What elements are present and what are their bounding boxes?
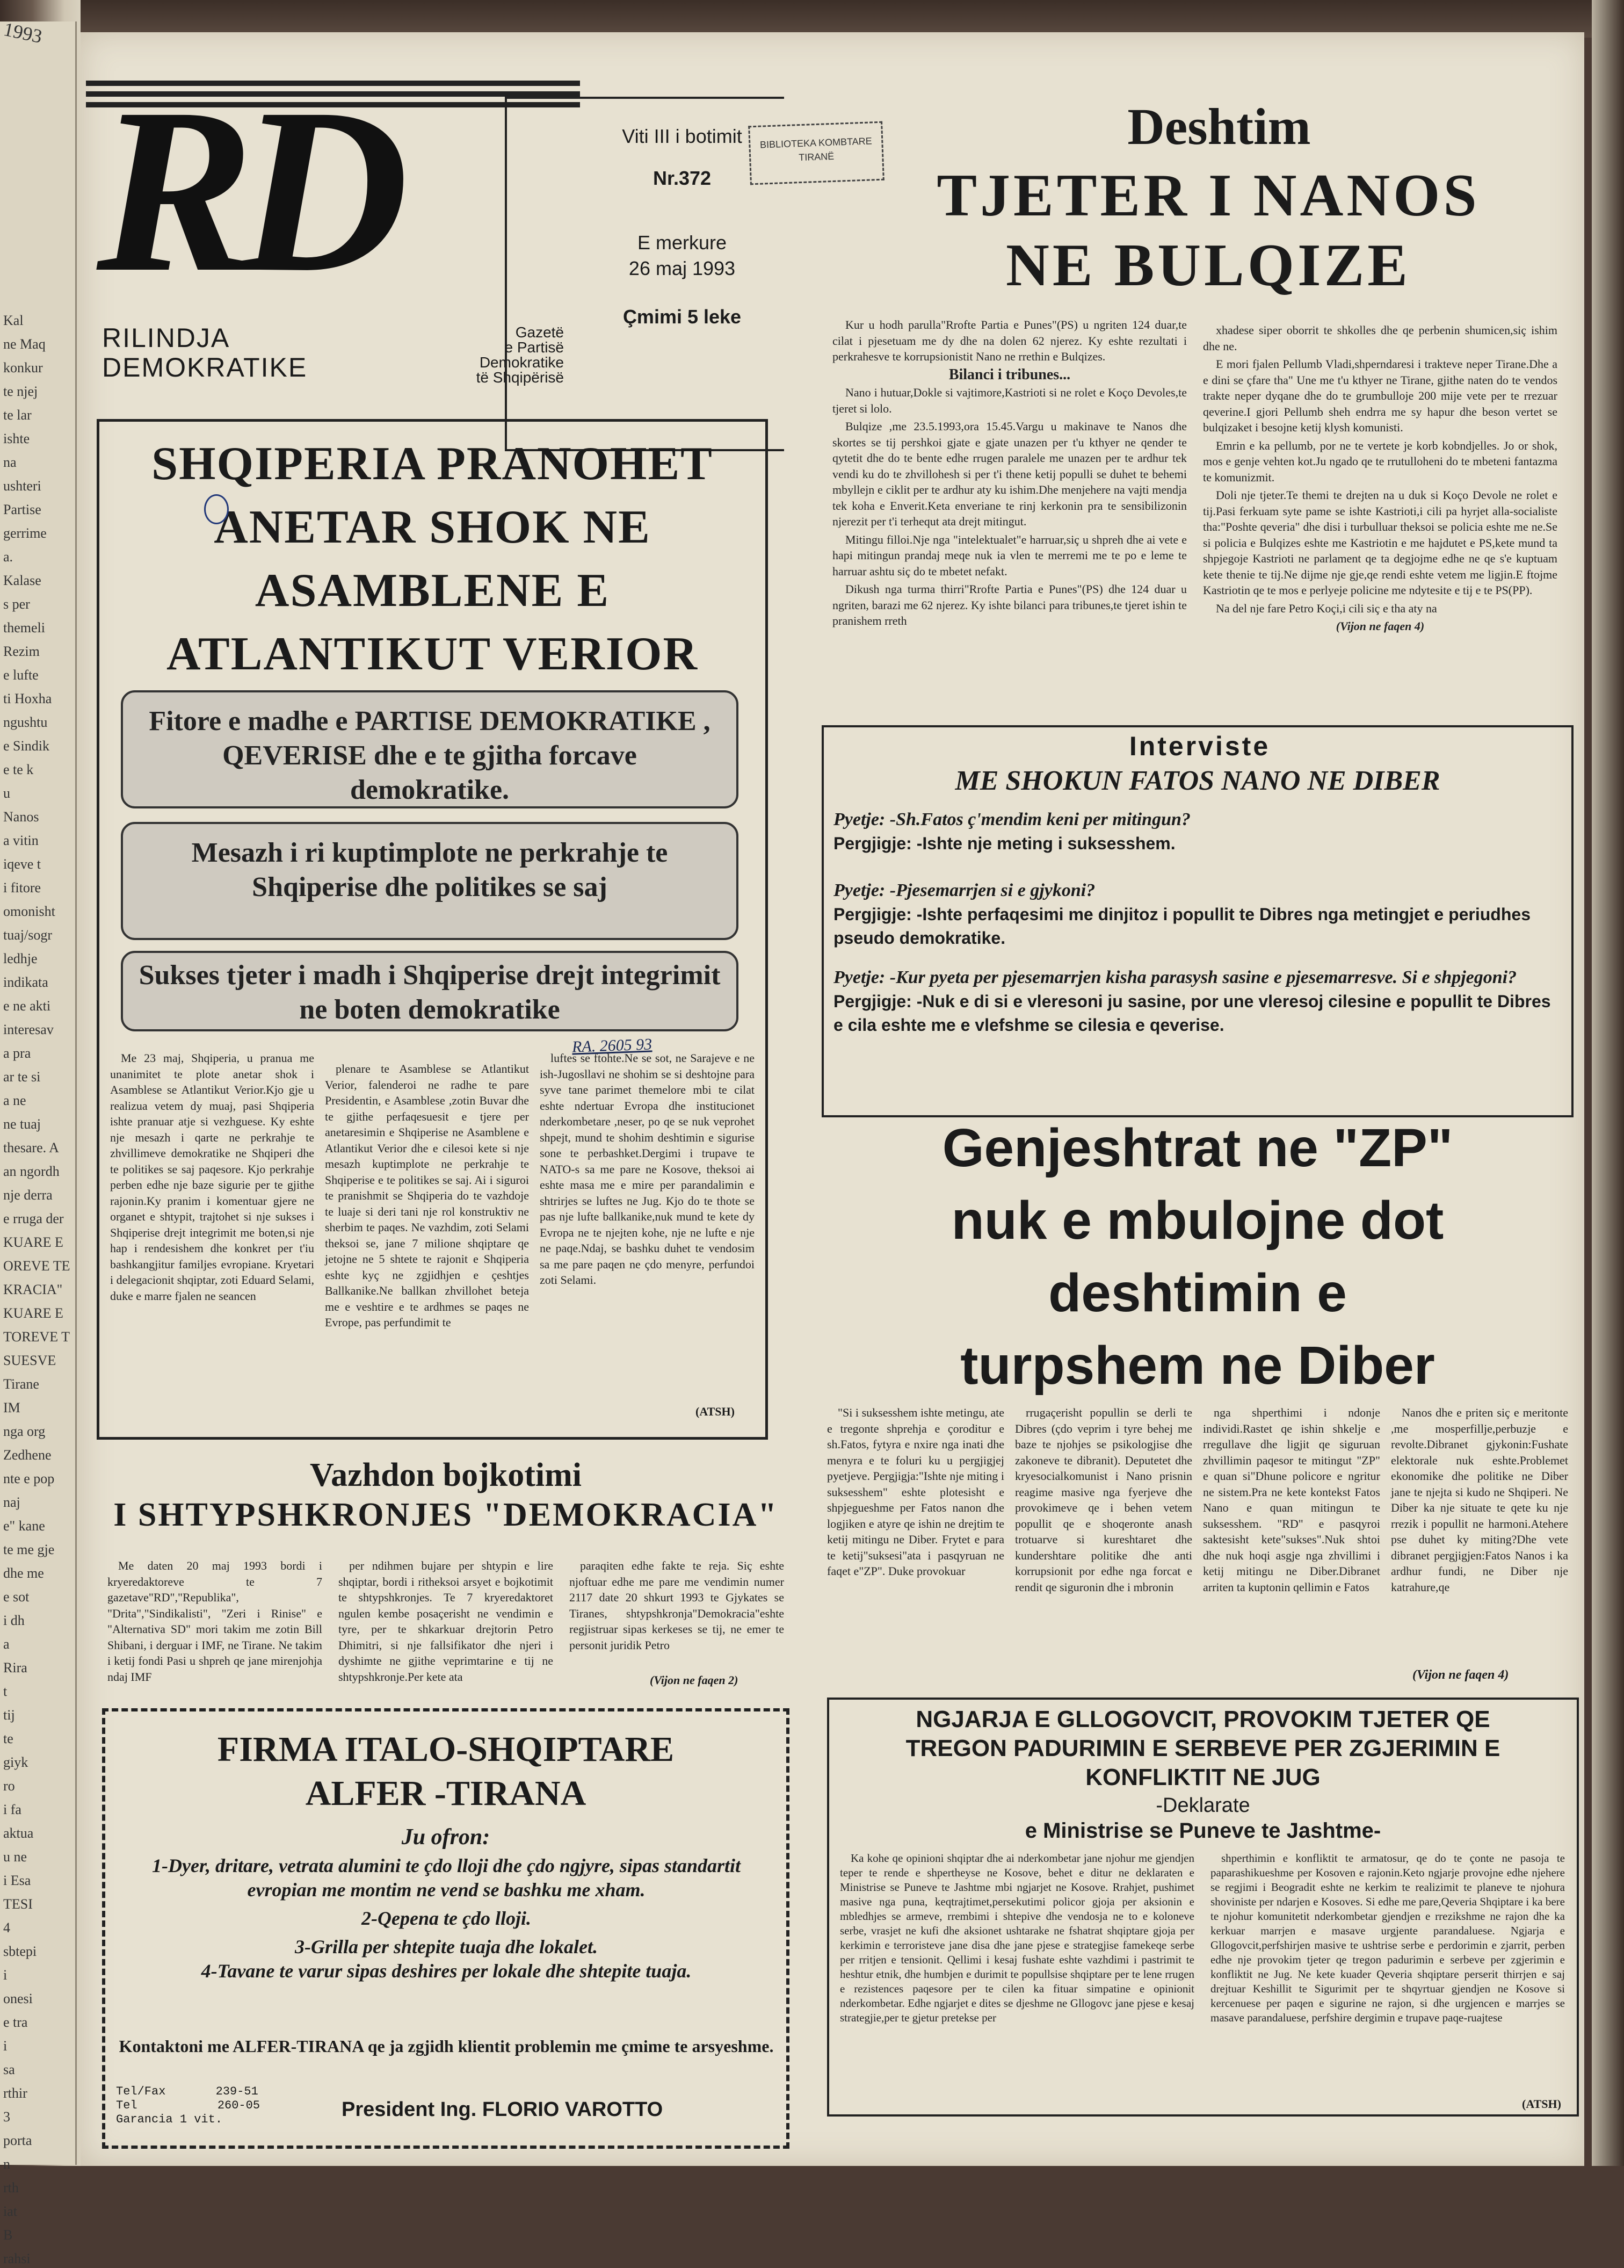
binding-fragment: 3	[3, 2109, 10, 2125]
binding-fragment: omonisht	[3, 904, 55, 919]
binding-fragment: i	[3, 1967, 8, 1983]
newspaper-page	[81, 32, 1584, 2166]
ad-item-4: 4-Tavane te varur sipas deshires per lokale dhe shtepite tuaja.	[201, 1960, 692, 1982]
zp-headline-3: deshtimin e	[1048, 1263, 1347, 1323]
tagline-2: e Partisë	[504, 339, 564, 356]
binding-fragment: te me gje	[3, 1542, 55, 1557]
binding-fragment: te njej	[3, 384, 38, 399]
deshtim-column-left	[832, 317, 1187, 631]
binding-fragment: tij	[3, 1707, 15, 1723]
binding-fragment: te lar	[3, 407, 32, 423]
zp-continuation: (Vijon ne faqen 4)	[1412, 1668, 1509, 1682]
tagline-4: të Shqipërisë	[476, 369, 564, 386]
deshtim-paragraph: Dikush nga turma thirri"Rrofte Partia e Punes"(PS) dhe 124 duar u ngriten, barazi me 62 njerez. Ky ishte bilanci para tribunes,te tjeret ishin te pranishem rreth	[832, 582, 1187, 627]
issue-day: E merkure	[637, 232, 727, 254]
question-3: Pyetje: -Kur pyeta per pjesemarrjen kisha parasysh sasine e pjesemarresve. Si e shpjegoni?	[833, 967, 1517, 987]
rilindja-text: RILINDJA	[102, 323, 230, 353]
binding-fragment: TESI	[3, 1896, 33, 1912]
deshtim-paragraph: E mori fjalen Pellumb Vladi,shperndaresi i trakteve neper Tirane.Dhe a e dini se çfare tha" Une me t'u kthyer ne Tirane, gjithe naten do te vendos trakte neper dyqane dhe do te grumbulloje 200 mije vete per te rrezuar qeverine.I gjori Pellumb sheh endrra me sy hapur dhe beson vertet se bulqizaket i besojne ketij klysh komunisti.	[1203, 357, 1557, 434]
deshtim-paragraph: Na del nje fare Petro Koçi,i cili siç e tha aty na	[1216, 601, 1437, 615]
binding-fragment: IM	[3, 1400, 20, 1415]
question-1: Pyetje: -Sh.Fatos ç'mendim keni per mitingun?	[833, 810, 1191, 829]
gllogovc-ministry: e Ministrise se Puneve te Jashtme-	[1025, 1819, 1381, 1843]
binding-fragment: ne Maq	[3, 336, 46, 352]
interview-label: Interviste	[1129, 731, 1271, 761]
stamp-line-2: TIRANË	[798, 150, 835, 163]
binding-fragment: e Sindik	[3, 738, 49, 754]
binding-fragment: i fitore	[3, 880, 41, 895]
bojkotim-column-2: per ndihmen bujare per shtypin e lire shqiptar, bordi i ritheksoi arsyet e bojkotimit te shtypshkronjes. Te 7 kryeredaktoret ngulen kembe posaçerisht ne vendimin e tyre, per te shkarkuar drejtorin Petro Dhimitri, si nje fallsifikator dhe njeri i dyshimte ne gjithe veprimtarine e tij ne shtypshkronje.Per kete ata	[338, 1559, 553, 1684]
nato-column-3: luftes se ftohte.Ne se sot, ne Sarajeve e ne ish-Jugosllavi ne shohim se si deshtojne para syve tane parimet themelore mbi te cilat eshte ndertuar Evropa dhe institucionet nderkombetare ,neser, po qe se nuk veprohet shpejt, mund te shohim deshtimin e sigurise sone te perbashket.Dergimi i trupave te NATO-s sa me pare ne Kosove, theksoi ai eshte masa me e mire per parandalimin e shtrirjes se luftes ne Jug. Kjo do te thote se pas nje lufte ballkanike,nuk mund te kete dy Evropa ne te njejten kohe, nje ne lufte e nje ne paqe.Ndaj, se bashku duhet te vendosim sa me pare paqen ne çdo menyre, perfundoi zoti Selami.	[540, 1051, 755, 1287]
binding-fragment: an ngordh	[3, 1164, 60, 1179]
nato-headline	[99, 432, 765, 686]
binding-fragment: a ne	[3, 1093, 26, 1108]
binding-fragment: rahsi	[3, 2251, 31, 2266]
bojkotim-column-3: paraqiten edhe fakte te reja. Siç eshte njoftuar edhe me pare me vendimin numer 2117 date 20 shkurt 1993 te Gjykates se Tiranes, shtypshkronja"Demokracia"eshte regjistruar sipas kerkeses se tij, ne emer te personit juridik Petro	[569, 1559, 784, 1652]
binding-fragment: tuaj/sogr	[3, 927, 52, 943]
ad-box	[102, 1708, 789, 2149]
ad-warranty: Garancia 1 vit.	[116, 2113, 223, 2126]
answer-2: Pergjigje: -Ishte perfaqesimi me dinjitoz i popullit te Dibres nga metingjet e periudhes pseudo demokratike.	[833, 905, 1531, 948]
binding-fragment: Rira	[3, 1660, 27, 1675]
bojkotim-continuation: (Vijon ne faqen 2)	[650, 1673, 738, 1687]
nato-subhead-1: Fitore e madhe e PARTISE DEMOKRATIKE , QEVERISE dhe e te gjitha forcave demokratike.	[121, 690, 738, 808]
binding-fragment: thesare. A	[3, 1140, 59, 1155]
zp-headline	[822, 1112, 1574, 1402]
binding-fragment: ishte	[3, 431, 30, 446]
interview-box	[822, 725, 1574, 1117]
gllogovc-headline-1: NGJARJA E GLLOGOVCIT, PROVOKIM TJETER QE	[916, 1706, 1490, 1732]
nato-subhead-3: Sukses tjeter i madh i Shqiperise drejt integrimit ne boten demokratike	[121, 951, 738, 1031]
gllogovc-headline	[829, 1705, 1577, 1792]
binding-fragment: KUARE E	[3, 1234, 63, 1250]
binding-fragment: ngushtu	[3, 714, 48, 730]
ad-phones	[116, 2085, 260, 2127]
deshtim-headline-2: NE BULQIZE	[1006, 232, 1411, 299]
binding-fragment: ledhje	[3, 951, 38, 966]
binding-fragment: nte e pop	[3, 1471, 55, 1486]
tagline-1: Gazetë	[515, 324, 564, 341]
previous-page-edge	[0, 18, 77, 2266]
zp-column-1: "Si i suksesshem ishte metingu, ate e tregonte shprehja e çoroditur e sh.Fatos, fytyra e nxire nga inati dhe menyra e te foluri ku u pergjigjej pyetjeve. Pergjigja:"Ishte nje miting i suksesshem" eshte plotesisht e shpjegueshme per Fatos nanon dhe logjiken e atyre qe ishin ne drejtim te ketij mitingu ne Diber. Frytet e para te ketij"suksesi"ata i pasqyruan ne faqet e"ZP". Duke provokuar	[827, 1406, 1004, 1578]
zp-column-4: Nanos dhe e priten siç e meritonte ,me mosperfillje,perbuzje e revolte.Dibranet gjykonin:Fushate elektorale nuk eshte.Problemet ekonomike dhe politike ne Diber jane te njejta si kudo ne Shqiperi. Ne Diber ka nje situate te qete ku nje rrezik i popullit ne harmoni.Atehere pse duhet ky miting?Dhe vete dibranet pergjigjen:Fatos Nanos i ka ardhur fundi, ne Diber nje katrahure,qe	[1391, 1406, 1568, 1594]
binding-fragment: Zedhene	[3, 1447, 52, 1463]
binding-fragment: e" kane	[3, 1518, 45, 1534]
deshtim-paragraph: xhadese siper oborrit te shkolles dhe qe perbenin shumicen,siç ishim dhe ne.	[1203, 323, 1557, 353]
binding-fragment: naj	[3, 1494, 20, 1510]
binding-fragment: sa	[3, 2062, 15, 2077]
binding-fragment: konkur	[3, 360, 43, 375]
zp-headline-2: nuk e mbulojne dot	[951, 1190, 1444, 1251]
gllogovc-box	[827, 1698, 1579, 2117]
binding-fragment: iat	[3, 2204, 17, 2219]
binding-fragment: s per	[3, 596, 30, 612]
deshtim-continuation: (Vijon ne faqen 4)	[1336, 619, 1425, 633]
issue-date: 26 maj 1993	[628, 257, 736, 279]
binding-fragment: Partise	[3, 502, 41, 517]
bojkotim-column-1: Me daten 20 maj 1993 bordi i kryeredaktoreve te 7 gazetave"RD","Republika", "Drita","Sindikalisti", "Zeri i Rinise" e "Alternativa SD" mori takim me zotin Bill Shibani, i derguar i IMF, ne Tirane. Ne takim i ketij fondi Pasi u shpreh qe jane mirenjohja ndaj IMF	[107, 1559, 322, 1684]
binding-fragment: KRACIA"	[3, 1282, 63, 1297]
handwritten-note: RA. 2605 93	[571, 1035, 653, 1056]
nato-source: (ATSH)	[695, 1405, 735, 1418]
issue-info	[591, 124, 773, 330]
issue-year: Viti III i botimit	[622, 125, 742, 147]
binding-fragment: ro	[3, 1778, 15, 1794]
nato-subhead-2: Mesazh i ri kuptimplote ne perkrahje te Shqiperise dhe politikes se saj	[121, 822, 738, 940]
binding-fragment: t	[3, 1684, 8, 1699]
deshtim-kicker: Deshtim	[1127, 98, 1311, 155]
gllogovc-headline-3: KONFLIKTIT NE JUG	[1085, 1764, 1321, 1790]
binding-fragment: SUESVE	[3, 1353, 56, 1368]
nato-column-2: plenare te Asamblese se Atlantikut Verior, falenderoi ne radhe te pare Presidentin, e Asamblese ,zotin Buvar dhe te gjithe perfaqesuesit e tjere per anetaresimin e Shqiperise ne Asamblene e Atlantikut Verior dhe e cilesoi kete si nje mesazh kuptimplote ne perkrahje te Shqiperise e te politikes se saj. Ai i siguroi te pranishmit se Shqiperia do te vazhdoje te luaje si deri tani nje rol konstruktiv ne sherbim te paqes. Ne vazhdim, zoti Selami theksoi se, jane 7 milione shqiptare qe jetojne ne 5 shtete te rajonit e Shqiperia eshte kyç ne zgjidhjen e çeshtjes Ballkanike.Ne ballkan zhvillohet beteja me e veshtire e te ardhmes se paqes ne Evrope, pas perfundimit te	[325, 1062, 529, 1329]
book-right-edge	[1592, 0, 1624, 2166]
binding-fragment: porta	[3, 2133, 32, 2148]
binding-fragment: i dh	[3, 1613, 25, 1628]
gllogovc-headline-2: TREGON PADURIMIN E SERBEVE PER ZGJERIMIN E	[905, 1735, 1500, 1761]
nato-box	[97, 419, 768, 1440]
bojkotim-headline-2: I SHTYPSHKRONJES "DEMOKRACIA"	[113, 1497, 778, 1533]
binding-fragment: e lufte	[3, 667, 39, 683]
binding-fragment: iqeve t	[3, 856, 41, 872]
answer-3: Pergjigje: -Nuk e di si e vleresoni ju sasine, por une vleresoj cilesine e popullit te Dibres e cila eshte me e vlefshme se cilesia e qeverise.	[833, 992, 1551, 1035]
ad-contact: Kontaktoni me ALFER-TIRANA qe ja zgjidh klientit problemin me çmime te arsyeshme.	[119, 2036, 774, 2056]
binding-fragment: te	[3, 1731, 13, 1746]
binding-fragment: e sot	[3, 1589, 30, 1605]
binding-fragment: a pra	[3, 1045, 31, 1061]
demokratike-text: DEMOKRATIKE	[102, 352, 308, 382]
binding-fragment: a.	[3, 549, 13, 565]
issue-price: Çmimi 5 leke	[622, 306, 742, 328]
deshtim-subhead: Bilanci i tribunes...	[948, 366, 1071, 383]
binding-fragment: ushteri	[3, 478, 41, 494]
question-2: Pyetje: -Pjesemarrjen si e gjykoni?	[833, 880, 1096, 900]
binding-fragment: e ne akti	[3, 998, 51, 1014]
zp-headline-4: turpshem ne Diber	[960, 1335, 1435, 1396]
binding-fragment: dhe me	[3, 1565, 44, 1581]
deshtim-paragraph: Mitingu filloi.Nje nga "intelektualet"e harruar,siç u shpreh dhe ai vete e hapi mitingun prandaj meqe nuk ia vlen te merremi me te po e leme te harruar ashtu siç do te mbetet nefakt.	[832, 532, 1187, 578]
ad-offers: Ju ofron:	[401, 1825, 490, 1850]
binding-fragment: 4	[3, 1920, 10, 1935]
ad-item-3: 3-Grilla per shtepite tuaja dhe lokalet.	[295, 1936, 598, 1958]
binding-fragment: giyk	[3, 1754, 28, 1770]
interview-title: ME SHOKUN FATOS NANO NE DIBER	[955, 765, 1440, 796]
zp-headline-1: Genjeshtrat ne "ZP"	[942, 1118, 1453, 1178]
ad-headline-1: FIRMA ITALO-SHQIPTARE	[217, 1730, 675, 1769]
deshtim-paragraph: Emrin e ka pellumb, por ne te vertete je korb kobndjelles. Jo or shok, mos e genje vehten kot.Ju ngado qe te rrutulloheni do te mbeteni fantazma te komunizmit.	[1203, 438, 1557, 484]
deshtim-paragraph: Bulqize ,me 23.5.1993,ora 15.45.Vargu u makinave te Nanos dhe skortes se tij pershkoi gjate e gjate unazen per t'u kthyer ne qender te qytetit dhe do te bente edhe rrugen paralele me unazen per te ardhur tek vendi ku do te zhvillohesh si per t'i thene ketij populli se duhet te behemi mbyllejn e ciklit per te ardhur aty ku ishim.Dhe menjehere na vajti mendja tek koha e Enverit.Keta enveriane te rinj kerkonin pra te sensibilizonin njerezit per t'i terhequt ata drejt mitingut.	[832, 420, 1187, 528]
binding-fragment: i	[3, 2038, 8, 2054]
binding-fragment: TOREVE T	[3, 1329, 70, 1345]
nato-headline-4: ATLANTIKUT VERIOR	[166, 628, 698, 680]
binding-fragment: sbtepi	[3, 1944, 37, 1959]
binding-fragment: OREVE TE	[3, 1258, 70, 1274]
binding-fragment: Kalase	[3, 573, 41, 588]
binding-fragment: ne tuaj	[3, 1116, 41, 1132]
nato-column-1: Me 23 maj, Shqiperia, u pranua me unanimitet te plote anetar shok i Asamblese se Atlantikut Verior.Kjo gje u realizua vetem dy muaj, pasi Shqiperia ishte pranuar atje si vezhguese. Ky eshte nje mesazh i qarte ne perkrahje te zhvillimeve demokratike ne Shqiperi dhe te politikes se saj paqesore. Kjo perkrahje perben edhe nje baze sigurie per te gjithe rajonin.Ky pranim i komentuar gjere ne organet e shtypit, trajtohet si nje sukses i Shqiperise drejt integrimit me boten,si nje hap i rendesishem dhe konkret per t'iu bashkangjitur familjes evropiane. Kryetari i delegacionit shqiptar, zoti Eduard Selami, duke e marre fjalen ne seancen	[110, 1051, 314, 1303]
binding-year: 1993	[2, 18, 45, 48]
ad-headline-2: ALFER -TIRANA	[305, 1774, 586, 1813]
binding-fragment: ar te si	[3, 1069, 41, 1085]
binding-fragment: e te k	[3, 762, 34, 777]
binding-fragment: KUARE E	[3, 1305, 63, 1321]
gllogovc-column-1: Ka kohe qe opinioni shqiptar dhe ai nderkombetar jane njohur me gjendjen teper te rende e shpertheyse ne Kosove, behet e ditur ne deklaraten e Ministrise se Puneve te Jashtme mbi ngjarjet ne Kosove. Rrahjet, pushimet masive nga puna, keqtrajtimet,persekutimi policor gjoja per aksionin e mbledhjes se armeve, rrembimi i shtepive dhe vendosja ne to e koloneve serbe, vrasjet ne kufi dhe aksionet ushtarake ne fshatrat shqiptare gjoja per kerkimin e terroristeve jane disa dhe jane pjese e strategjise famekeqe serbe per rritjen e tensionit. Qellimi i kesaj fushate eshte vazhdimi i pastrimit te heshtur etnik, dhe humbjen e durimit te popullsise shqiptare per te lene rrugen e rezistences paqesore per te cilen ka fituar simpatine e opinionit nderkombetar. Edhe ngjarjet e dites se djeshme ne Gllogovc jane pjese e kesaj strategjie,per te gjetur pretekse per	[840, 1852, 1194, 2024]
zp-column-3: nga shperthimi i ndonje individi.Rastet qe ishin shkelje e rregullave dhe ligjit qe siguruan zhvillimin paqesor te mitingut "ZP" e quan si"Dhune policore e ngritur ne sistem.Pra ne kete kontekst Fatos Nano e quan mitingun te suksesshem. "RD" e pasqyroi saktesisht kete"sukses".Nuk shtoi dhe nuk hoqi asgje nga zhvillimi i ketij mitingu ne Diber.Dibranet arriten ta kuptonin qellimin e Fatos	[1203, 1406, 1380, 1594]
ad-item-2: 2-Qepena te çdo lloji.	[361, 1908, 531, 1929]
binding-fragment: onesi	[3, 1991, 33, 2006]
gllogovc-deklarate: -Deklarate	[1156, 1794, 1250, 1817]
ad-headline	[105, 1728, 786, 1816]
binding-fragment: interesav	[3, 1022, 54, 1037]
zp-column-2: rrugaçerisht popullin se derli te Dibres (çdo veprim i tyre behej me baze te njohjes se psikologjise dhe zakoneve te dibranit). Deputetet dhe kryesocialkomunist i Nano prisnin reagime masive nga fyerjeve dhe provokimeve qe i behen vetem popullit qe e shoqeronte anash trotuarve si kureshtaret dhe kundershtare politike dhe anti korrupsionit por edhe nga forcat e rendit qe siguronin dhe i mbronin	[1015, 1406, 1192, 1594]
tagline-3: Demokratike	[479, 354, 564, 371]
gllogovc-column-2: shperthimin e konfliktit te armatosur, qe do te çonte ne pasoja te paparashikueshme per Kosoven e rajonin.Keto ngjarje provojne edhe njehere se regjimi i Beogradit eshte ne kerkim te realizimit te planeve te njohura shoviniste per ndarjen e Kosoves. Si edhe me pare,Qeveria Shqiptare i ka bere te njohur komunitetit nderkombetar gjendjen e rrezikshme ne rajon dhe ka kerkuar marrjen e masave urgjente parandaluese. Ngjarja e Gllogovcit,perfshirjen masive te ushtrise serbe e perdorimin e zjarrit, perben edhe nje provokim tjeter qe tregon padurimin e serbeve per zgjerimin e konfliktit ne Jug. Ne kete kuader Qeveria shqiptare perserit thirrjen e saj drejtuar Keshillit te Sigurimit per te shqyrtuar gjendjen ne Kosove si kercenuese per paqen e sigurine ne rajon, si dhe urgjencen e marrjes se masave parandaluese, perfshire dergimin e trupave paqe-ruajtese	[1210, 1852, 1565, 2024]
nato-headline-3: ASAMBLENE E	[255, 565, 610, 617]
binding-fragment: rth	[3, 2180, 19, 2195]
binding-fragment: a	[3, 1636, 10, 1652]
answer-1: Pergjigje: -Ishte nje meting i suksesshem.	[833, 834, 1176, 853]
binding-fragment: nga org	[3, 1424, 46, 1439]
binding-fragment: Nanos	[3, 809, 39, 825]
binding-fragment: Rezim	[3, 644, 40, 659]
telfax-label: Tel/Fax	[116, 2085, 166, 2098]
deshtim-paragraph: Doli nje tjeter.Te themi te drejten na u duk si Koço Devole ne rolet e tij.Pasi ferkuam syte pame se ishte Kastrioti,i cili pa hyrjet alla-socialiste tha:"Poshte qeveria" dhe disi i turbulluar theksoi se policia eshte me ne.Se si policia e Bulqizes eshte me Kastriotin e me hajdutet e PS,kete mund ta shpjegoje Kastrioti ne parlament qe ta degjojme edhe ne qe s'e kuptuam kete thenie te tij.Ne dijme nje gje,qe rendi eshte vetem me ligjin.E ftojme Kastriotin qe te mos e perlyeje policine me ndytesite e tij e te PS(PP).	[1203, 488, 1557, 597]
binding-fragment: e rruga der	[3, 1211, 64, 1226]
rd-logo: RD	[97, 60, 393, 321]
ad-item-1: 1-Dyer, dritare, vetrata alumini te çdo lloji dhe çdo ngjyre, sipas standartit evropian me montim ne vend se bashku me xham.	[152, 1855, 741, 1901]
binding-fragment: e tra	[3, 2014, 28, 2030]
binding-fragment: a vitin	[3, 833, 39, 848]
stamp-line-1: BIBLIOTEKA KOMBTARE	[759, 135, 872, 150]
deshtim-paragraph: Nano i hutuar,Dokle si vajtimore,Kastrioti si ne rolet e Koço Devoles,te tjeret si lolo.	[832, 386, 1187, 415]
gllogovc-source: (ATSH)	[1522, 2097, 1561, 2111]
pen-mark	[204, 494, 229, 524]
nato-headline-2: ANETAR SHOK NE	[214, 501, 651, 553]
issue-number: Nr.372	[653, 167, 712, 189]
interview-qa	[833, 808, 1558, 1037]
binding-fragment: nje derra	[3, 1187, 53, 1203]
bojkotim-headline	[97, 1456, 795, 1535]
deshtim-column-right	[1203, 322, 1557, 634]
deshtim-paragraph: Kur u hodh parulla"Rrofte Partia e Punes"(PS) u ngriten 124 duar,te cilat i pjesetuam me dy dhe na dolen 62 njerez. Ky eshte rezultati i perkrahesve te korrupsionistit Nano ne rrethin e Bulqizes.	[832, 318, 1187, 363]
binding-fragment: u ne	[3, 1849, 27, 1865]
binding-fragment: n	[3, 2156, 10, 2172]
ad-president: President Ing. FLORIO VAROTTO	[342, 2098, 663, 2121]
binding-fragment: i fa	[3, 1802, 21, 1817]
binding-fragment: na	[3, 454, 17, 470]
binding-fragment: B	[3, 2227, 13, 2243]
binding-fragment: aktua	[3, 1825, 34, 1841]
binding-fragment: gerrime	[3, 525, 47, 541]
binding-fragment: u	[3, 785, 10, 801]
tel-label: Tel	[116, 2099, 137, 2112]
binding-fragment: Tirane	[3, 1376, 39, 1392]
binding-fragment: themeli	[3, 620, 45, 635]
deshtim-headline-1: TJETER I NANOS	[937, 162, 1480, 229]
binding-fragment: indikata	[3, 974, 48, 990]
tel-number: 260-05	[217, 2099, 260, 2112]
bojkotim-headline-1: Vazhdon bojkotimi	[310, 1457, 582, 1493]
binding-fragment: i Esa	[3, 1873, 31, 1888]
ad-items	[116, 1854, 777, 1983]
binding-fragment: Kal	[3, 313, 24, 328]
telfax-number: 239-51	[215, 2085, 258, 2098]
binding-fragment: ti Hoxha	[3, 691, 52, 706]
nato-headline-1: SHQIPERIA PRANOHET	[151, 438, 713, 490]
binding-fragment: rthir	[3, 2085, 27, 2101]
